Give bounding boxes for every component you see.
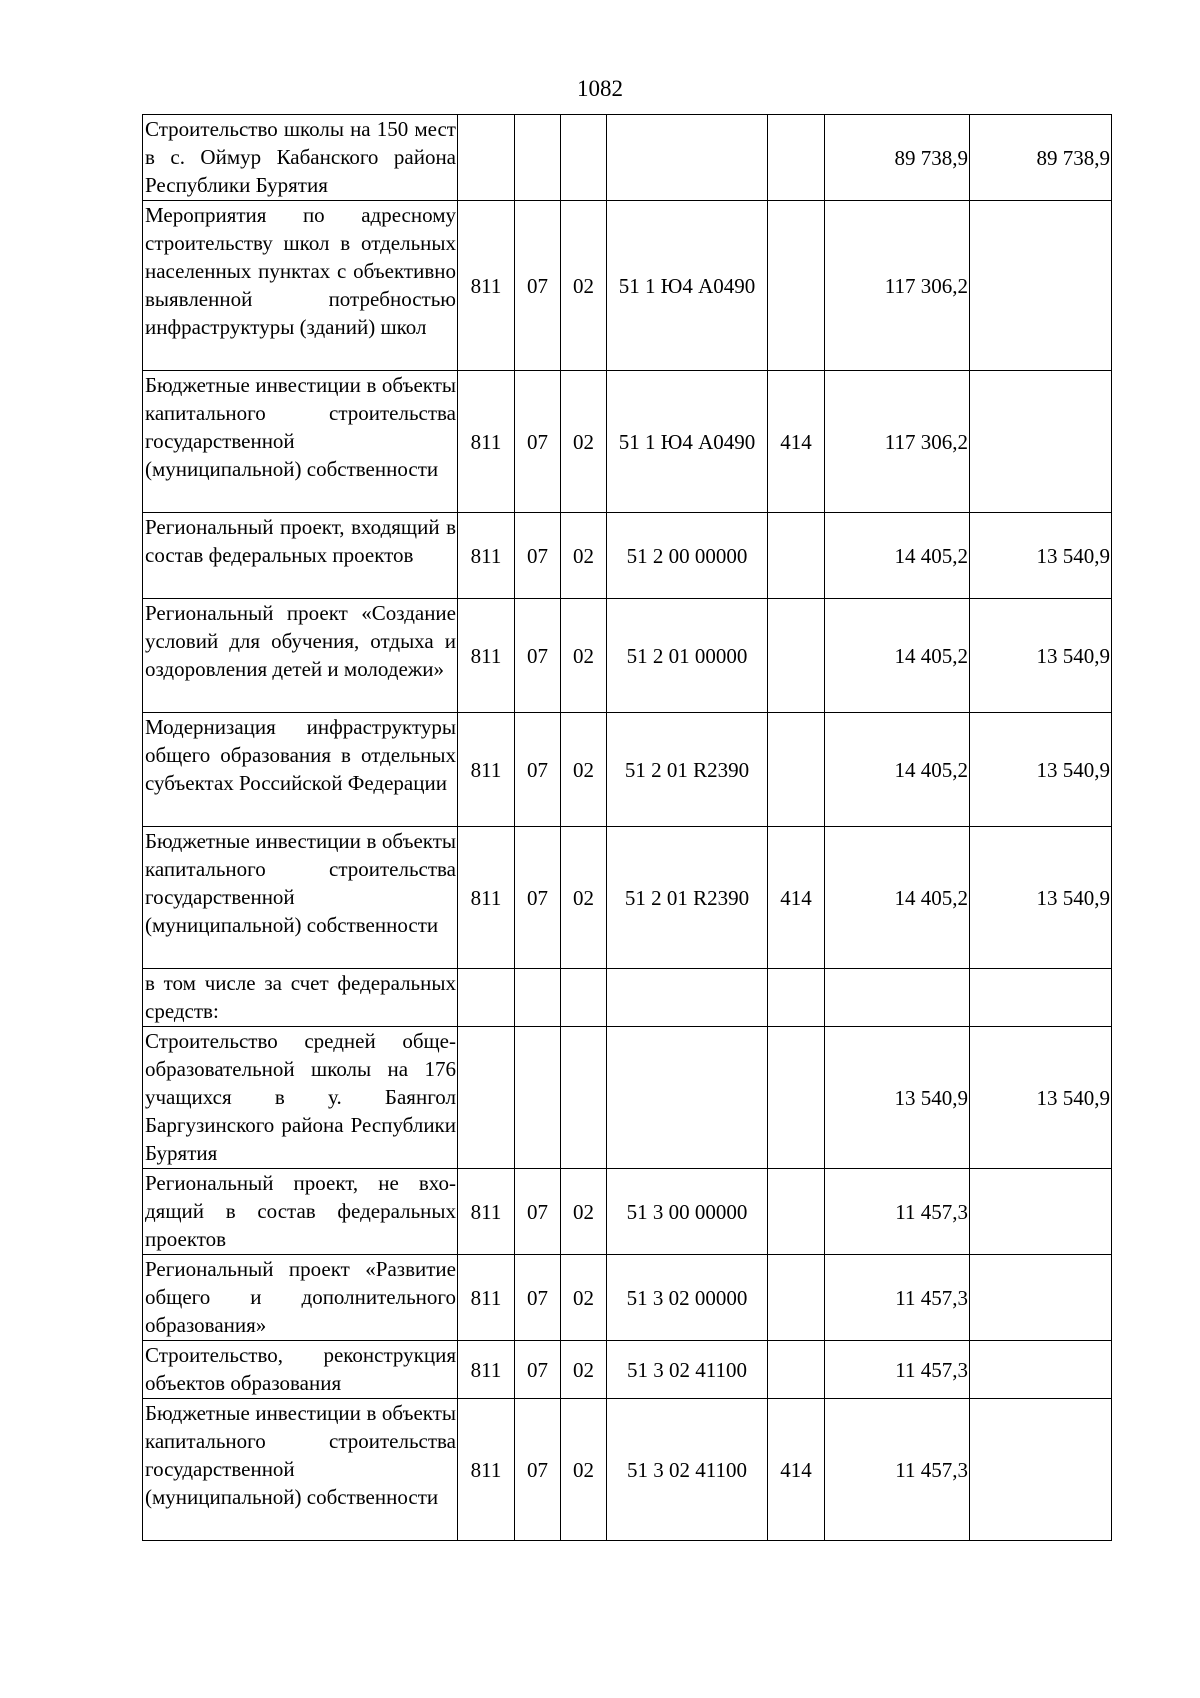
amount-federal-cell	[970, 969, 1112, 1027]
item-name-cell: Бюджетные инвестиции в объекты капитального строительства государственной (муниципальной) собственности	[143, 1399, 458, 1541]
amount-total-cell	[825, 969, 970, 1027]
expense-type-cell	[768, 115, 825, 201]
item-name-cell: Региональный проект «Создание условий для обучения, отдыха и оздоровления детей и молодежи»	[143, 599, 458, 713]
amount-federal-cell: 13 540,9	[970, 1027, 1112, 1169]
amount-federal-cell	[970, 371, 1112, 513]
amount-federal-cell: 13 540,9	[970, 827, 1112, 969]
item-name-cell: Бюджетные инвестиции в объекты капитального строительства государственной (муниципальной) собственности	[143, 827, 458, 969]
item-name-cell: Региональный проект, не входящий в состав федеральных проектов	[143, 1169, 458, 1255]
section-code-cell	[515, 969, 561, 1027]
target-article-cell: 51 2 01 R2390	[607, 827, 768, 969]
subsection-code-cell: 02	[561, 1399, 607, 1541]
amount-total-cell: 14 405,2	[825, 599, 970, 713]
item-name-cell: Региональный проект «Развитие общего и дополнительного образования»	[143, 1255, 458, 1341]
expense-type-cell	[768, 1169, 825, 1255]
target-article-cell: 51 1 Ю4 А0490	[607, 201, 768, 371]
amount-federal-cell: 13 540,9	[970, 599, 1112, 713]
item-name-cell: в том числе за счет федеральных средств:	[143, 969, 458, 1027]
amount-total-cell: 11 457,3	[825, 1399, 970, 1541]
section-code-cell: 07	[515, 713, 561, 827]
expense-type-cell	[768, 1341, 825, 1399]
amount-total-cell: 13 540,9	[825, 1027, 970, 1169]
table-row	[143, 1255, 1112, 1341]
subsection-code-cell: 02	[561, 1169, 607, 1255]
subsection-code-cell: 02	[561, 201, 607, 371]
subsection-code-cell: 02	[561, 1341, 607, 1399]
target-article-cell: 51 3 00 00000	[607, 1169, 768, 1255]
ministry-code-cell: 811	[458, 713, 515, 827]
amount-total-cell: 11 457,3	[825, 1341, 970, 1399]
subsection-code-cell: 02	[561, 371, 607, 513]
section-code-cell: 07	[515, 1255, 561, 1341]
amount-total-cell: 14 405,2	[825, 827, 970, 969]
subsection-code-cell: 02	[561, 713, 607, 827]
target-article-cell: 51 3 02 00000	[607, 1255, 768, 1341]
ministry-code-cell: 811	[458, 1169, 515, 1255]
amount-total-cell: 11 457,3	[825, 1169, 970, 1255]
amount-federal-cell	[970, 1341, 1112, 1399]
section-code-cell	[515, 1027, 561, 1169]
expense-type-cell	[768, 1027, 825, 1169]
item-name-cell: Мероприятия по адресному строительству школ в отдельных населенных пунктах с объективно выявленной потребностью инфраструктуры (зданий) школ	[143, 201, 458, 371]
budget-table-body	[143, 115, 1112, 1541]
amount-federal-cell	[970, 1169, 1112, 1255]
table-row	[143, 1027, 1112, 1169]
target-article-cell	[607, 115, 768, 201]
section-code-cell	[515, 115, 561, 201]
subsection-code-cell: 02	[561, 599, 607, 713]
subsection-code-cell	[561, 969, 607, 1027]
subsection-code-cell: 02	[561, 1255, 607, 1341]
expense-type-cell: 414	[768, 371, 825, 513]
amount-federal-cell: 13 540,9	[970, 513, 1112, 599]
section-code-cell: 07	[515, 1169, 561, 1255]
expense-type-cell	[768, 201, 825, 371]
amount-federal-cell: 89 738,9	[970, 115, 1112, 201]
table-row	[143, 1341, 1112, 1399]
amount-federal-cell	[970, 201, 1112, 371]
amount-total-cell: 117 306,2	[825, 201, 970, 371]
subsection-code-cell: 02	[561, 827, 607, 969]
table-row	[143, 827, 1112, 969]
ministry-code-cell: 811	[458, 201, 515, 371]
section-code-cell: 07	[515, 827, 561, 969]
ministry-code-cell: 811	[458, 513, 515, 599]
target-article-cell	[607, 969, 768, 1027]
target-article-cell: 51 2 01 00000	[607, 599, 768, 713]
item-name-cell: Бюджетные инвестиции в объекты капитального строительства государственной (муниципальной) собственности	[143, 371, 458, 513]
expense-type-cell	[768, 713, 825, 827]
section-code-cell: 07	[515, 1399, 561, 1541]
table-row	[143, 371, 1112, 513]
target-article-cell: 51 2 00 00000	[607, 513, 768, 599]
expense-type-cell: 414	[768, 827, 825, 969]
ministry-code-cell	[458, 1027, 515, 1169]
ministry-code-cell: 811	[458, 371, 515, 513]
ministry-code-cell: 811	[458, 1255, 515, 1341]
table-row	[143, 201, 1112, 371]
section-code-cell: 07	[515, 371, 561, 513]
expense-type-cell: 414	[768, 1399, 825, 1541]
table-row	[143, 1169, 1112, 1255]
amount-total-cell: 14 405,2	[825, 713, 970, 827]
amount-total-cell: 89 738,9	[825, 115, 970, 201]
target-article-cell	[607, 1027, 768, 1169]
expense-type-cell	[768, 599, 825, 713]
budget-table	[142, 114, 1112, 1541]
section-code-cell: 07	[515, 513, 561, 599]
amount-federal-cell: 13 540,9	[970, 713, 1112, 827]
section-code-cell: 07	[515, 201, 561, 371]
item-name-cell: Региональный проект, входящий в состав федеральных проектов	[143, 513, 458, 599]
target-article-cell: 51 1 Ю4 А0490	[607, 371, 768, 513]
item-name-cell: Строительство, реконструкция объектов образования	[143, 1341, 458, 1399]
expense-type-cell	[768, 513, 825, 599]
table-row	[143, 513, 1112, 599]
table-row	[143, 713, 1112, 827]
table-row	[143, 115, 1112, 201]
item-name-cell: Строительство школы на 150 мест в с. Оймур Кабанского района Республики Бурятия	[143, 115, 458, 201]
ministry-code-cell	[458, 969, 515, 1027]
subsection-code-cell: 02	[561, 513, 607, 599]
amount-federal-cell	[970, 1399, 1112, 1541]
section-code-cell: 07	[515, 1341, 561, 1399]
ministry-code-cell: 811	[458, 827, 515, 969]
ministry-code-cell: 811	[458, 1341, 515, 1399]
table-row	[143, 599, 1112, 713]
table-row	[143, 1399, 1112, 1541]
table-row	[143, 969, 1112, 1027]
expense-type-cell	[768, 969, 825, 1027]
ministry-code-cell	[458, 115, 515, 201]
page-number: 1082	[577, 76, 623, 101]
amount-total-cell: 14 405,2	[825, 513, 970, 599]
subsection-code-cell	[561, 1027, 607, 1169]
ministry-code-cell: 811	[458, 1399, 515, 1541]
target-article-cell: 51 2 01 R2390	[607, 713, 768, 827]
expense-type-cell	[768, 1255, 825, 1341]
target-article-cell: 51 3 02 41100	[607, 1341, 768, 1399]
amount-total-cell: 11 457,3	[825, 1255, 970, 1341]
section-code-cell: 07	[515, 599, 561, 713]
subsection-code-cell	[561, 115, 607, 201]
amount-total-cell: 117 306,2	[825, 371, 970, 513]
target-article-cell: 51 3 02 41100	[607, 1399, 768, 1541]
amount-federal-cell	[970, 1255, 1112, 1341]
item-name-cell: Модернизация инфраструктуры общего образования в отдельных субъектах Российской Федерации	[143, 713, 458, 827]
ministry-code-cell: 811	[458, 599, 515, 713]
item-name-cell: Строительство средней общеобразовательной школы на 176 учащихся в у. Баянгол Баргузинского района Республики Бурятия	[143, 1027, 458, 1169]
